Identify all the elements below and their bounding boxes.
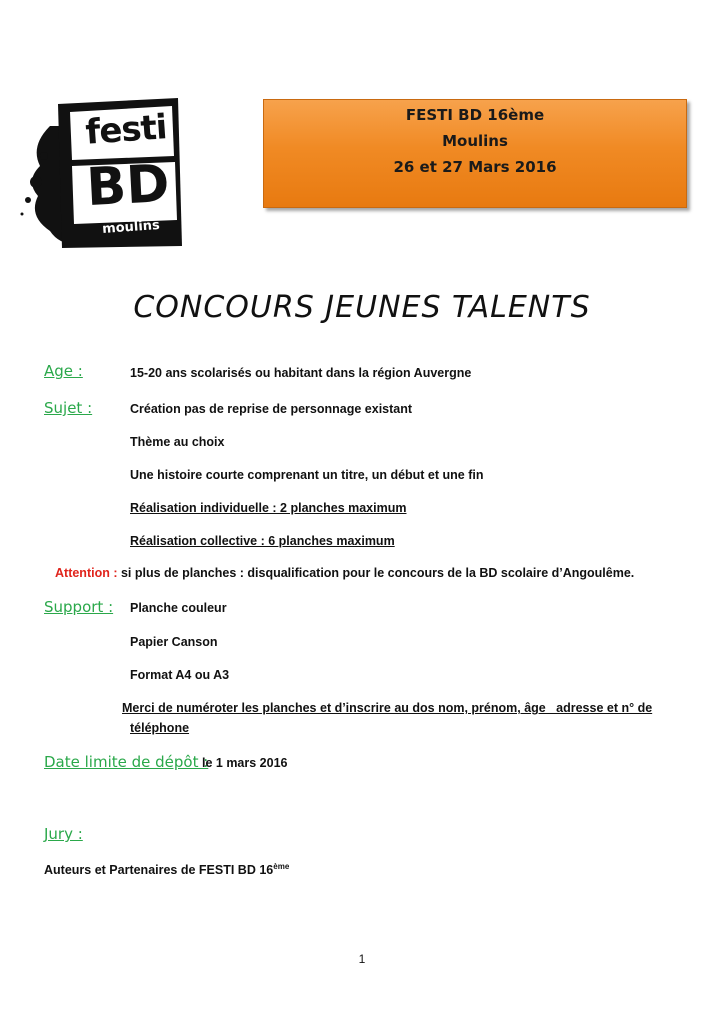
support-note-line2: téléphone	[130, 721, 190, 735]
jury-text	[44, 862, 289, 877]
jury-text-sup: ème	[273, 862, 290, 871]
sujet-label: Sujet :	[44, 399, 93, 417]
support-label-text: Support :	[44, 598, 114, 616]
sujet-item: Thème au choix	[130, 435, 225, 449]
sujet-item: Réalisation individuelle : 2 planches maximum	[130, 501, 407, 515]
header-city: Moulins	[442, 132, 508, 150]
page-title: CONCOURS JEUNES TALENTS	[133, 290, 591, 325]
sujet-item: Une histoire courte comprenant un titre, un début et une fin	[130, 468, 484, 482]
support-label	[44, 598, 113, 616]
jury-text-main: Auteurs et Partenaires de FESTI BD 16	[44, 863, 274, 878]
header-event-name: FESTI BD 16ème	[405, 106, 545, 124]
support-item: Papier Canson	[130, 635, 218, 649]
age-text: 15-20 ans scolarisés ou habitant dans la région Auvergne	[130, 366, 472, 380]
page-number: 1	[358, 952, 366, 966]
support-item: Format A4 ou A3	[130, 668, 230, 682]
attention-label: Attention :	[55, 566, 118, 580]
age-label: Age :	[44, 362, 83, 380]
attention-text: si plus de planches : disqualification pour le concours de la BD scolaire d’Angoulême.	[120, 566, 635, 580]
jury-label: Jury :	[44, 825, 83, 843]
support-note-line1: Merci de numéroter les planches et d’inscrire au dos nom, prénom, âge adresse et n° de	[122, 701, 653, 715]
date-limite-label: Date limite de dépôt :	[44, 753, 209, 771]
logo-festi-text: festi	[84, 107, 168, 153]
attention-line	[55, 566, 634, 580]
sujet-item: Création pas de reprise de personnage existant	[130, 402, 413, 416]
logo-bd-text: BD	[85, 153, 171, 219]
event-header-box	[263, 99, 687, 208]
logo-moulins-text: moulins	[101, 218, 161, 237]
support-item: Planche couleur	[130, 601, 227, 615]
header-dates: 26 et 27 Mars 2016	[393, 158, 557, 176]
sujet-item: Réalisation collective : 6 planches maximum	[130, 534, 395, 548]
festi-bd-logo	[20, 96, 190, 251]
date-limite-text: le 1 mars 2016	[202, 756, 288, 770]
